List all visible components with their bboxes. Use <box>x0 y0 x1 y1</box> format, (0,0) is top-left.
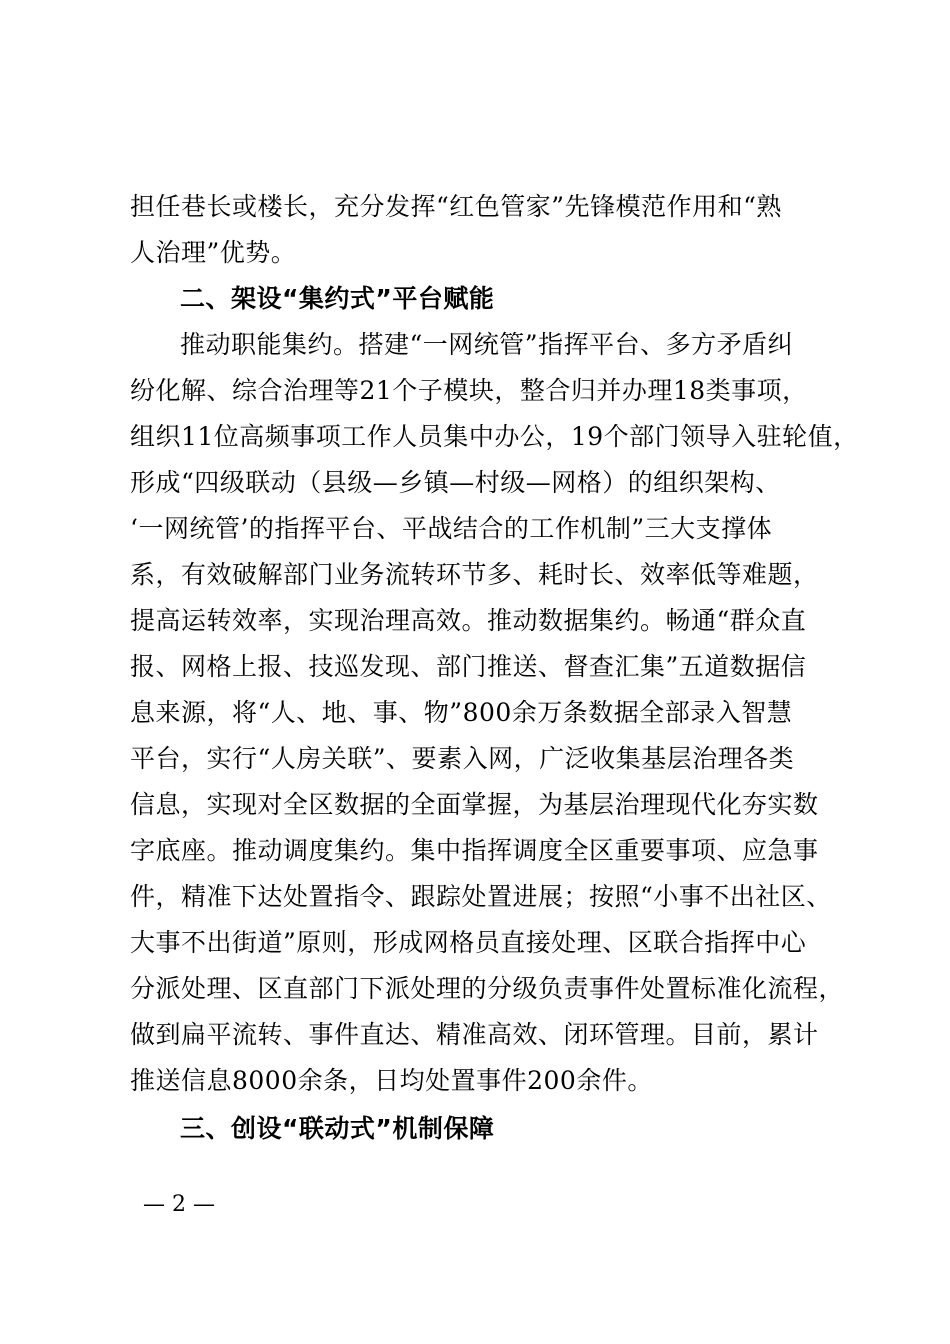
paragraph-line: 分派处理、区直部门下派处理的分级负责事件处置标准化流程， <box>130 974 845 1003</box>
page-number: — 2 — <box>143 1192 215 1217</box>
paragraph-line: 信息，实现对全区数据的全面掌握，为基层治理现代化夯实数 <box>130 790 819 819</box>
paragraph-line: 组织11位高频事项工作人员集中办公，19个部门领导入驻轮值， <box>130 422 859 451</box>
section-heading-3: 三、创设“联动式”机制保障 <box>180 1114 495 1143</box>
paragraph-line: 件，精准下达处置指令、跟踪处置进展；按照“小事不出社区、 <box>130 882 832 911</box>
paragraph-line: 大事不出街道”原则，形成网格员直接处理、区联合指挥中心 <box>130 928 807 957</box>
paragraph-line: 形成“四级联动（县级—乡镇—村级—网格）的组织架构、 <box>130 468 781 497</box>
paragraph-line: 人治理”优势。 <box>130 238 297 267</box>
paragraph-line: 报、网格上报、技巡发现、部门推送、督查汇集”五道数据信 <box>130 652 807 681</box>
paragraph-line: 提高运转效率，实现治理高效。推动数据集约。畅通“群众直 <box>130 606 807 635</box>
paragraph-line: 息来源，将“人、地、事、物”800余万条数据全部录入智慧 <box>130 698 793 727</box>
paragraph-line: 推动职能集约。搭建“一网统管”指挥平台、多方矛盾纠 <box>180 330 794 359</box>
section-heading-2: 二、架设“集约式”平台赋能 <box>180 284 495 313</box>
paragraph-line: 做到扁平流转、事件直达、精准高效、闭环管理。目前，累计 <box>130 1020 819 1049</box>
paragraph-line: 字底座。推动调度集约。集中指挥调度全区重要事项、应急事 <box>130 836 819 865</box>
paragraph-line: ‘一网统管’的指挥平台、平战结合的工作机制”三大支撑体 <box>130 514 773 543</box>
paragraph-line: 纷化解、综合治理等21个子模块，整合归并办理18类事项， <box>130 376 808 405</box>
paragraph-line: 担任巷长或楼长，充分发挥“红色管家”先锋模范作用和“熟 <box>130 192 782 221</box>
paragraph-line: 系，有效破解部门业务流转环节多、耗时长、效率低等难题， <box>130 560 819 589</box>
paragraph-line: 推送信息8000余条，日均处置事件200余件。 <box>130 1066 653 1095</box>
paragraph-line: 平台，实行“人房关联”、要素入网，广泛收集基层治理各类 <box>130 744 795 773</box>
